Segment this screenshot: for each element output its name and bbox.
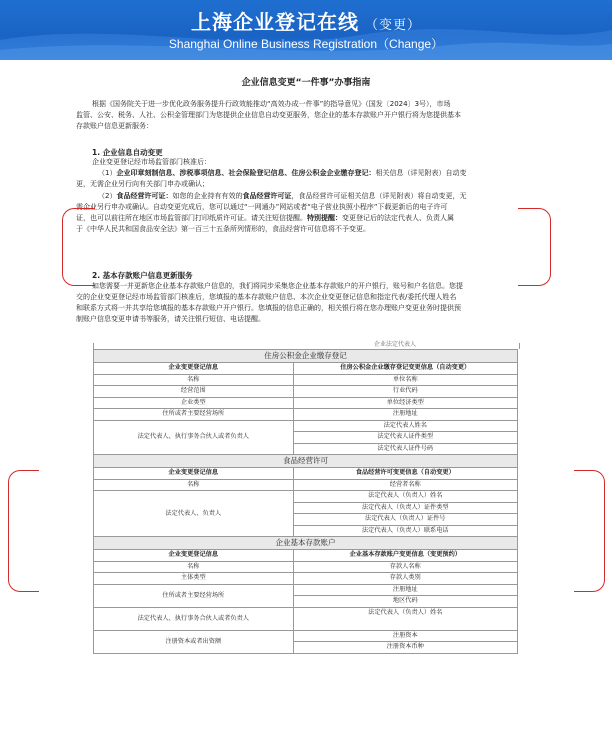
section-1-title: 1. 企业信息自动变更 xyxy=(92,148,163,157)
site-header xyxy=(0,0,612,60)
cell: 存款人名称 xyxy=(293,561,517,573)
cell: 企业类型 xyxy=(94,397,294,409)
table-row xyxy=(94,573,518,585)
col-header-left: 企业变更登记信息 xyxy=(94,363,294,375)
col-header-right: 住房公积金企业缴存登记变更信息（自动变更） xyxy=(293,363,517,375)
highlight-bracket-right-table xyxy=(574,470,605,592)
cell: 名称 xyxy=(94,374,294,386)
col-header-right: 企业基本存款账户变更信息（变更预约） xyxy=(293,550,517,562)
section-title-food-license: 食品经营许可 xyxy=(94,455,518,468)
highlight-bracket-left-table xyxy=(8,470,39,592)
table-row xyxy=(94,491,518,503)
section-2-title: 2. 基本存款账户信息更新服务 xyxy=(92,271,193,280)
cell: 注册资本币种 xyxy=(293,642,517,654)
cell: 经营范围 xyxy=(94,386,294,398)
document-title: 企业信息变更“一件事”办事指南 xyxy=(241,78,371,88)
site-title: 上海企业登记在线 （变更） xyxy=(190,10,421,34)
intro-line-1: 根据《国务院关于进一步优化政务服务提升行政效能推动“高效办成一件事”的指导意见》（国发〔2024〕3号），市场 xyxy=(92,100,451,108)
cell: 法定代表人（负责人）证件类型 xyxy=(293,502,517,514)
cell: 法定代表人、负责人 xyxy=(94,491,294,537)
table-row xyxy=(94,374,518,386)
section-1-line-6: 证，也可以前往所在地区市场监管部门打印纸质许可证。请关注短信提醒。特别提醒：变更登记后的法定代表人、负责人属 xyxy=(76,214,454,222)
table-cut-label: 企业法定代表人 xyxy=(374,341,417,348)
col-header-left: 企业变更登记信息 xyxy=(94,550,294,562)
cell: 单位经济类型 xyxy=(293,397,517,409)
highlight-bracket-left-text xyxy=(62,208,95,286)
site-english-title: Shanghai Online Business Registration（Change） xyxy=(168,37,444,51)
cell: 注册地址 xyxy=(293,409,517,421)
cell: 法定代表人证件类型 xyxy=(293,432,517,444)
cell: 住所或者主要经营场所 xyxy=(94,409,294,421)
intro-line-2: 监管、公安、税务、人社、公积金管理部门为您提供企业信息自动变更服务，您企业的基本存款账户开户银行将为您提供基本 xyxy=(76,111,461,119)
section-2-line-4: 制账户信息变更申请书等服务，请关注银行短信、电话提醒。 xyxy=(76,315,265,323)
section-2-line-2: 交的企业变更登记经市场监管部门核准后，您填报的基本存款账户信息、本次企业变更登记信息和指定代表/委托代理人姓名 xyxy=(76,293,457,301)
cell: 法定代表人、执行事务合伙人或者负责人 xyxy=(94,607,294,630)
cell: 法定代表人证件号码 xyxy=(293,443,517,455)
cell: 注册资本 xyxy=(293,630,517,642)
cell: 注册地址 xyxy=(293,584,517,596)
cell: 存款人类别 xyxy=(293,573,517,585)
section-1-line-1: 企业变更登记经市场监管部门核准后： xyxy=(92,158,211,166)
section-1-line-4: （2）食品经营许可证：如您的企业持有有效的食品经营许可证，食品经营许可证相关信息（详见附表）将自动变更，无 xyxy=(98,192,467,200)
table-row xyxy=(94,561,518,573)
cell: 法定代表人姓名 xyxy=(293,420,517,432)
cell: 法定代表人（负责人）联系电话 xyxy=(293,525,517,537)
table-row xyxy=(94,607,518,630)
table-row xyxy=(94,409,518,421)
cell: 法定代表人（负责人）姓名 xyxy=(293,491,517,503)
cell: 行业代码 xyxy=(293,386,517,398)
cell: 主体类型 xyxy=(94,573,294,585)
table-row xyxy=(94,584,518,596)
cell: 法定代表人（负责人）姓名 xyxy=(293,607,517,630)
cell: 地区代码 xyxy=(293,596,517,608)
cell: 名称 xyxy=(94,561,294,573)
cell: 法定代表人、执行事务合伙人或者负责人 xyxy=(94,420,294,455)
cell: 经营者名称 xyxy=(293,479,517,491)
table-row xyxy=(94,420,518,432)
section-1-line-7: 于《中华人民共和国食品安全法》第一百三十五条所列情形的，食品经营许可信息将不予变更。 xyxy=(76,225,370,233)
section-1-line-2: （1）企业印章刻制信息、涉税事项信息、社会保险登记信息、住房公积金企业缴存登记：相关信息（详见附表）自动变 xyxy=(98,169,467,177)
section-title-housing-fund: 住房公积金企业缴存登记 xyxy=(94,350,518,363)
section-2-line-1: 如您需要一并更新您企业基本存款账户信息的，我们将同步采集您企业基本存款账户的开户银行，账号和户名信息。您提 xyxy=(92,282,463,290)
cell: 名称 xyxy=(94,479,294,491)
col-header-right: 食品经营许可变更信息（自动变更） xyxy=(293,468,517,480)
cell: 住所或者主要经营场所 xyxy=(94,584,294,607)
attachment-table xyxy=(93,349,518,654)
cell: 单位名称 xyxy=(293,374,517,386)
cell: 法定代表人（负责人）证件号 xyxy=(293,514,517,526)
section-1-line-5: 需企业另行申办或确认。自动变更完成后，您可以通过“一网通办”网站或者“电子营业执照小程序”下载更新后的电子许可 xyxy=(76,203,448,211)
intro-line-3: 存款账户信息更新服务： xyxy=(76,122,153,130)
table-row xyxy=(94,479,518,491)
section-title-bank-account: 企业基本存款账户 xyxy=(94,537,518,550)
cell: 注册资本或者出资额 xyxy=(94,630,294,653)
site-subtitle: （变更） xyxy=(364,18,421,33)
col-header-left: 企业变更登记信息 xyxy=(94,468,294,480)
highlight-bracket-right-text xyxy=(518,208,551,286)
table-row xyxy=(94,397,518,409)
section-1-line-3: 更，无需企业另行向有关部门申办或确认； xyxy=(76,180,209,188)
section-2-line-3: 和联系方式将一并共享给您填报的基本存款账户开户银行。您填报的信息正确的，相关银行将在您办理账户变更业务时提供预 xyxy=(76,304,461,312)
table-row xyxy=(94,630,518,642)
table-row xyxy=(94,386,518,398)
